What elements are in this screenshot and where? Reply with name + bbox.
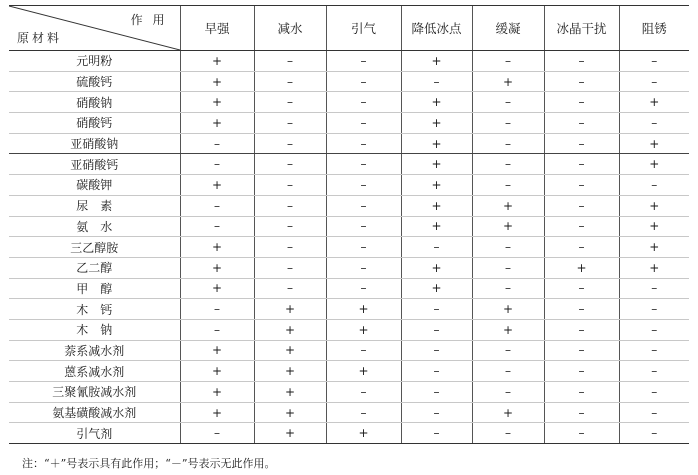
effect-value-cell: – <box>401 237 472 258</box>
effect-value-cell: – <box>619 71 689 92</box>
effect-value-cell: – <box>544 195 619 216</box>
effect-value-cell: – <box>544 113 619 134</box>
effect-value-cell: – <box>619 361 689 382</box>
effect-value-cell: – <box>544 423 619 444</box>
effect-value-cell: – <box>619 319 689 340</box>
table-row <box>9 216 689 237</box>
effect-value-cell: + <box>180 382 254 403</box>
effect-value-cell: – <box>619 299 689 320</box>
effect-value-cell: – <box>254 92 326 113</box>
effect-value-cell: – <box>326 402 401 423</box>
effect-value-cell: – <box>326 257 401 278</box>
table-row <box>9 402 689 423</box>
effect-value-cell: – <box>401 382 472 403</box>
effect-value-cell: – <box>180 154 254 175</box>
effect-value-cell: + <box>401 154 472 175</box>
effect-value-cell: + <box>254 402 326 423</box>
column-header-water-reducing: 减水 <box>254 6 326 51</box>
material-name-cell: 氨 水 <box>9 216 180 237</box>
material-name-cell: 萘系减水剂 <box>9 340 180 361</box>
column-header-air-entraining: 引气 <box>326 6 401 51</box>
corner-label-material: 原材料 <box>17 31 63 45</box>
effect-value-cell: + <box>472 71 544 92</box>
effect-value-cell: – <box>472 423 544 444</box>
table-row <box>9 299 689 320</box>
effect-value-cell: – <box>472 237 544 258</box>
effect-value-cell: + <box>619 257 689 278</box>
table-row <box>9 113 689 134</box>
effect-value-cell: – <box>401 402 472 423</box>
effect-value-cell: + <box>619 133 689 154</box>
effect-value-cell: + <box>401 195 472 216</box>
table-row <box>9 154 689 175</box>
material-name-cell: 引气剂 <box>9 423 180 444</box>
effect-value-cell: – <box>472 340 544 361</box>
material-name-cell: 木 钠 <box>9 319 180 340</box>
effect-value-cell: + <box>472 402 544 423</box>
table-row <box>9 195 689 216</box>
material-name-cell: 氨基磺酸减水剂 <box>9 402 180 423</box>
table-row <box>9 237 689 258</box>
effect-value-cell: – <box>326 71 401 92</box>
effect-value-cell: – <box>472 92 544 113</box>
effect-value-cell: – <box>401 71 472 92</box>
material-name-cell: 尿 素 <box>9 195 180 216</box>
effect-value-cell: – <box>326 175 401 196</box>
table-row <box>9 361 689 382</box>
corner-label-function: 作 用 <box>130 13 168 27</box>
effect-value-cell: + <box>401 133 472 154</box>
effect-value-cell: – <box>619 278 689 299</box>
effect-value-cell: – <box>254 237 326 258</box>
effect-value-cell: – <box>472 257 544 278</box>
material-name-cell: 亚硝酸钙 <box>9 154 180 175</box>
effect-value-cell: – <box>544 133 619 154</box>
table-row <box>9 423 689 444</box>
effect-value-cell: + <box>619 216 689 237</box>
effect-value-cell: – <box>326 278 401 299</box>
effect-value-cell: – <box>326 154 401 175</box>
effect-value-cell: – <box>619 51 689 72</box>
effect-value-cell: – <box>544 51 619 72</box>
effect-value-cell: – <box>254 257 326 278</box>
effect-value-cell: – <box>544 402 619 423</box>
effect-value-cell: – <box>619 340 689 361</box>
effect-value-cell: – <box>544 382 619 403</box>
effect-value-cell: – <box>619 113 689 134</box>
effect-value-cell: – <box>254 113 326 134</box>
effect-value-cell: – <box>472 113 544 134</box>
material-name-cell: 碳酸钾 <box>9 175 180 196</box>
effect-value-cell: + <box>254 319 326 340</box>
effect-value-cell: + <box>619 237 689 258</box>
effect-value-cell: – <box>619 175 689 196</box>
material-name-cell: 木 钙 <box>9 299 180 320</box>
effect-value-cell: – <box>401 361 472 382</box>
table-row <box>9 175 689 196</box>
effect-value-cell: – <box>401 319 472 340</box>
effect-value-cell: – <box>619 382 689 403</box>
effect-value-cell: + <box>254 340 326 361</box>
effect-value-cell: – <box>544 71 619 92</box>
effect-value-cell: – <box>254 216 326 237</box>
effect-value-cell: + <box>619 92 689 113</box>
effect-value-cell: – <box>544 340 619 361</box>
material-name-cell: 亚硝酸钠 <box>9 133 180 154</box>
corner-header-cell <box>9 6 180 51</box>
effect-value-cell: + <box>180 71 254 92</box>
effect-value-cell: + <box>401 257 472 278</box>
effect-value-cell: – <box>254 133 326 154</box>
material-name-cell: 硝酸钙 <box>9 113 180 134</box>
effect-value-cell: – <box>326 92 401 113</box>
effect-value-cell: – <box>544 92 619 113</box>
effect-value-cell: – <box>326 237 401 258</box>
effect-value-cell: – <box>326 133 401 154</box>
effect-value-cell: – <box>544 175 619 196</box>
effect-value-cell: – <box>326 340 401 361</box>
table-row <box>9 257 689 278</box>
material-name-cell: 硫酸钙 <box>9 71 180 92</box>
effect-value-cell: + <box>254 423 326 444</box>
table-row <box>9 71 689 92</box>
effect-value-cell: + <box>401 113 472 134</box>
effect-value-cell: – <box>180 133 254 154</box>
effect-value-cell: – <box>472 175 544 196</box>
header-row <box>9 6 689 51</box>
effect-value-cell: – <box>472 51 544 72</box>
effect-value-cell: – <box>254 51 326 72</box>
table-row <box>9 92 689 113</box>
effect-value-cell: – <box>544 319 619 340</box>
material-name-cell: 硝酸钠 <box>9 92 180 113</box>
effect-value-cell: – <box>472 133 544 154</box>
effect-value-cell: – <box>326 113 401 134</box>
effect-value-cell: – <box>472 361 544 382</box>
effect-value-cell: + <box>254 382 326 403</box>
effect-value-cell: – <box>326 195 401 216</box>
effect-value-cell: – <box>254 175 326 196</box>
effect-value-cell: + <box>326 361 401 382</box>
material-name-cell: 乙二醇 <box>9 257 180 278</box>
effect-value-cell: + <box>619 195 689 216</box>
effect-value-cell: – <box>472 382 544 403</box>
table-body <box>9 51 689 444</box>
effect-value-cell: + <box>401 175 472 196</box>
effect-value-cell: + <box>180 237 254 258</box>
effect-value-cell: – <box>619 423 689 444</box>
table-row <box>9 319 689 340</box>
effect-value-cell: + <box>180 92 254 113</box>
column-header-retarding: 缓凝 <box>472 6 544 51</box>
effect-value-cell: + <box>472 216 544 237</box>
effect-value-cell: – <box>472 154 544 175</box>
table-row <box>9 51 689 72</box>
effect-value-cell: – <box>472 278 544 299</box>
effect-value-cell: – <box>544 361 619 382</box>
effect-value-cell: – <box>180 319 254 340</box>
effect-value-cell: – <box>401 340 472 361</box>
effect-value-cell: + <box>472 195 544 216</box>
effect-value-cell: – <box>180 216 254 237</box>
effect-value-cell: + <box>326 423 401 444</box>
effect-value-cell: + <box>326 319 401 340</box>
material-name-cell: 三聚氰胺减水剂 <box>9 382 180 403</box>
effect-value-cell: + <box>544 257 619 278</box>
effect-value-cell: + <box>180 361 254 382</box>
effect-value-cell: + <box>326 299 401 320</box>
material-name-cell: 甲 醇 <box>9 278 180 299</box>
effect-value-cell: – <box>254 195 326 216</box>
material-name-cell: 元明粉 <box>9 51 180 72</box>
effect-value-cell: – <box>544 278 619 299</box>
effect-value-cell: – <box>180 423 254 444</box>
material-name-cell: 三乙醇胺 <box>9 237 180 258</box>
effect-value-cell: + <box>619 154 689 175</box>
effect-value-cell: – <box>254 71 326 92</box>
effect-value-cell: – <box>254 154 326 175</box>
table-footnote: 注：“＋”号表示具有此作用；“－”号表示无此作用。 <box>22 457 276 470</box>
effect-value-cell: + <box>472 299 544 320</box>
effect-value-cell: – <box>326 382 401 403</box>
effect-value-cell: + <box>180 402 254 423</box>
effect-value-cell: – <box>180 299 254 320</box>
effect-value-cell: + <box>401 92 472 113</box>
effect-value-cell: + <box>180 257 254 278</box>
column-header-ice-crystal: 冰晶干扰 <box>544 6 619 51</box>
column-header-rust-inhibit: 阻锈 <box>619 6 689 51</box>
effect-value-cell: + <box>472 319 544 340</box>
material-name-cell: 蒽系减水剂 <box>9 361 180 382</box>
column-header-early-strength: 早强 <box>180 6 254 51</box>
effect-value-cell: – <box>544 154 619 175</box>
table-row <box>9 340 689 361</box>
effect-value-cell: – <box>619 402 689 423</box>
effect-value-cell: – <box>254 278 326 299</box>
effect-value-cell: + <box>180 113 254 134</box>
effect-value-cell: + <box>180 51 254 72</box>
effect-value-cell: – <box>544 299 619 320</box>
admixture-function-table <box>9 5 689 444</box>
effect-value-cell: + <box>254 299 326 320</box>
effect-value-cell: + <box>254 361 326 382</box>
effect-value-cell: + <box>180 340 254 361</box>
admixture-table-container <box>9 5 689 444</box>
table-row <box>9 133 689 154</box>
effect-value-cell: – <box>326 51 401 72</box>
table-row <box>9 278 689 299</box>
effect-value-cell: – <box>180 195 254 216</box>
effect-value-cell: + <box>401 216 472 237</box>
effect-value-cell: + <box>401 51 472 72</box>
effect-value-cell: – <box>544 216 619 237</box>
effect-value-cell: + <box>180 175 254 196</box>
effect-value-cell: – <box>544 237 619 258</box>
effect-value-cell: + <box>401 278 472 299</box>
table-row <box>9 382 689 403</box>
effect-value-cell: – <box>401 423 472 444</box>
effect-value-cell: – <box>401 299 472 320</box>
effect-value-cell: – <box>326 216 401 237</box>
effect-value-cell: + <box>180 278 254 299</box>
column-header-freezing-point: 降低冰点 <box>401 6 472 51</box>
